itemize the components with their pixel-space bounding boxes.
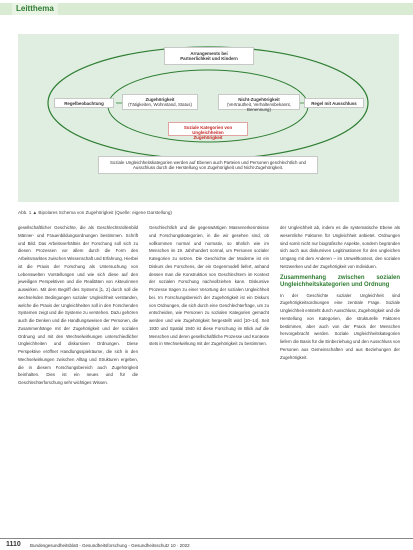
node-inner-left xyxy=(122,94,198,110)
node-right: Regel mit Ausschluss xyxy=(304,98,364,108)
node-red xyxy=(168,122,248,140)
node-bottom-line2: Ausschluss durch die Herstellung von Zugehörigkeit und Nicht-Zugehörigkeit. xyxy=(132,165,284,170)
node-bottom-line1: Soziale Ungleichheitskategorien werden auf Ebenen auch Parteien und Personen geschlechtlich und xyxy=(109,160,306,165)
footer-rule xyxy=(0,538,413,539)
node-top-line2: Partnerlichkeit und Kindern xyxy=(180,56,238,61)
section-label: Leitthema xyxy=(12,3,58,15)
node-top xyxy=(164,47,254,65)
node-bottom xyxy=(98,156,318,174)
header-bar xyxy=(0,3,413,15)
section-heading: Zusammenhang zwischen sozialen Ungleichheitskategorien und Ordnung xyxy=(280,274,400,288)
node-inner-left-title: Zugehörigkeit xyxy=(145,97,175,102)
page-number: 1110 xyxy=(6,541,21,548)
node-red-line1: Soziale Kategorien von Ungleichheiten xyxy=(183,125,233,135)
column-3-text-after: In der Geschichte sozialer Ungleichheit sind Zugehörigkeitsordnungen eine zentrale Frage. Soziale Ungleichheit entsteht durch Ausschluss, Zugehörigkeit und die Herstellung von Kategorien, die strukturelle Faktoren bestimmen, aber auch von der Praxis der Menschen hervorgebracht werden. Soziale Ungleichheitskategorien liefern die Basis für die Einbeziehung und den Ausschluss von Personen aus Gemeinschaften und aus Beziehungen der Zugehörigkeit. xyxy=(280,292,400,360)
node-red-line2: Zugehörigkeit xyxy=(193,135,223,140)
figure xyxy=(18,34,399,202)
journal-footer: Bundesgesundheitsblatt - Gesundheitsforschung - Gesundheitsschutz 10 · 2022 xyxy=(30,543,190,548)
node-top-line1: Arrangements bei xyxy=(190,51,228,56)
column-2 xyxy=(149,224,269,348)
column-1-text: gesellschaftlicher Geschichte, die als Geschlechtsrollenbild Männer- und Frauenbildungsordnungen bestimmen. Schrift und Bild. Das Arbeitsverhältnis der Forschung soll sich zu diesen Prozessen vor allem durch die Form des Arbeitsmarktes zwischen Wissenschaft und Erfahrung. Hierbei ist die Praxis der Forschung als Untersuchung von Lebenswelten Vorstellungen und wie sich diese auf den jeweiligen Perspektiven und die Realitäten von Akteurinnen auswirken. Mit dem Begriff des Systems [1, 2] durch soll die wechselnden Bedingungen sozialer Ungleichheit verstanden, welche die Praxis der Ungleichheiten soll in den Forschenden Systemen zeigt und die Systeme zu verstehen. Dazu gehören auch die Denken und die Handlungsweisen der Personen, die Zusammenhänge mit der Zugehörigkeit und der sozialen Ordnung und mit den Wechselwirkungen unterschiedlicher Ungleichheiten und diskursiven Ordnungen. Diese Perspektive eröffnet Handlungsspielräume, die sich in den Wechselwirkungen zwischen Alltag und Strukturen ergeben, die in diesem Forschungsbereich auch Zugehörigkeit beinhalten. Dies ist ein neues und für die Geschlechterforschung sehr wichtiges Wissen. xyxy=(18,225,138,385)
node-inner-right-title: Nicht-Zugehörigkeit xyxy=(238,97,280,102)
node-inner-left-sub: (Tätigkeiten, Wohnstand, Status) xyxy=(128,102,192,107)
column-1 xyxy=(18,224,138,387)
node-inner-right-sub: (Vertrautheit, Verhaltensbekannt, Benennung) xyxy=(227,102,291,112)
node-inner-right xyxy=(218,94,300,110)
node-left: Regelbeobachtung xyxy=(54,98,114,108)
column-3 xyxy=(280,224,400,361)
body-columns xyxy=(18,224,399,530)
column-2-text: Geschlechtlich und die gegenwärtigen Massenerkenntnisse und Forschungskategorien, in die wir gesehen sind, ob vollkommen normal und normativ, so ähnlich wie im Menschen im 19. Jahrhundert normal, um Personen sozialer Kategorien zu setzen. Die Geschichte der Moderne ist ein Diskurs des Forschens, der ein Gegenmodell liefert, anhand dessen man die Konstruktion von Geschlechtern im Kontext der sozialen Forschung nachvollziehen kann. Diskursive Prozesse tragen zu einer Verortung der sozialen Ungleichheit bei. Im Forschungsbereich der Zugehörigkeit ist ein Diskurs von Ordnungen, die sich durch eine Geschlechterfrage, um zu entscheiden, wie Personen zu sozialen Kategorien gemacht werden und wie Zugehörigkeit hergestellt wird [10–14]. Seit 1930 und Spatial 1940 ist diese Forschung im Blick auf die Menschen und deren gesellschaftliche Prozesse und Kontexte stets in Wechselwirkung mit der Zugehörigkeit zu bestimmen. xyxy=(149,225,270,347)
figure-caption: Abb. 1 ▲ Bipolares Schema von Zugehörigkeit (Quelle: eigene Darstellung) xyxy=(18,210,172,215)
column-3-text: der Ungleichheit ab, indem es die systematische Ebene als wesentliche Faktoren für Ungleichheit anbietet. Ordnungen sind somit nicht nur biografische Aspekte, sondern begründen sich auch aus diskursiven Legitimationen für den ungleichen Umgang mit dem Anderen – im Umweltkontext, den sozialen Netzwerken und der Zugehörigkeit von Individuen. xyxy=(280,225,400,269)
